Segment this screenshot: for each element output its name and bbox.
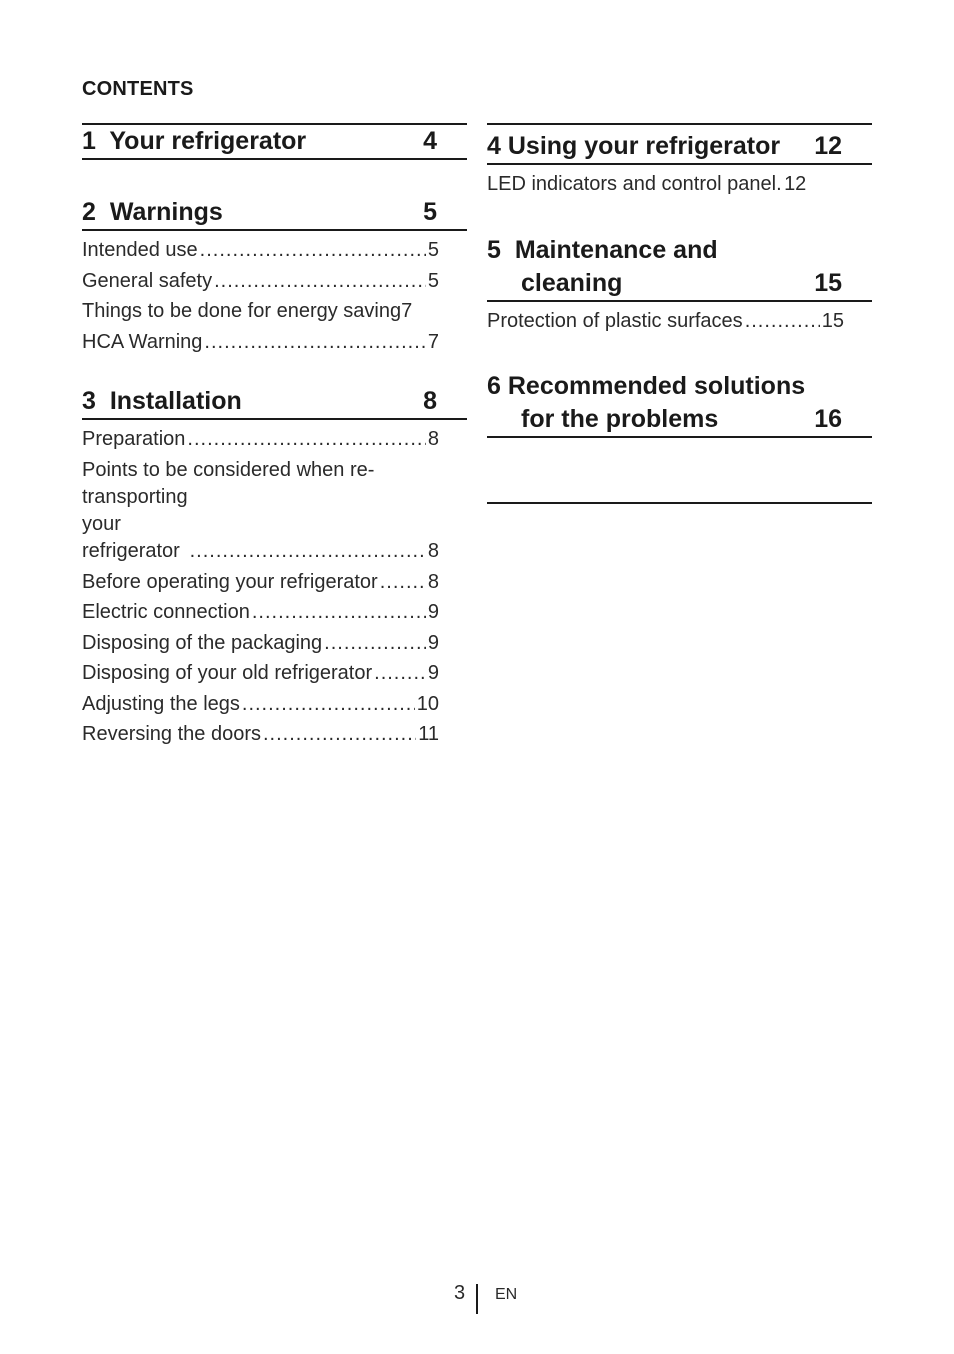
section-1-page: 4: [423, 127, 437, 155]
toc-entry-reversing-doors[interactable]: Reversing the doors ..... 11: [82, 719, 439, 750]
section-3-items: [82, 420, 467, 750]
dot-leader: [204, 327, 425, 358]
section-2-page: 5: [423, 198, 437, 226]
toc-entry-electric-connection[interactable]: Electric connection ..... 9: [82, 597, 439, 628]
dot-leader: [242, 689, 415, 720]
section-5-page: 15: [814, 268, 842, 297]
section-6-title-line2: for the problems: [521, 405, 719, 433]
dot-leader: [776, 169, 784, 200]
toc-entry-adjusting-legs[interactable]: Adjusting the legs ..... 10: [82, 689, 439, 720]
toc-entry-protection-plastic[interactable]: Protection of plastic surfaces ..... 15: [487, 306, 844, 337]
toc-entry-disposing-old-refrigerator[interactable]: Disposing of your old refrigerator ..... 9: [82, 658, 439, 689]
toc-entry-before-operating[interactable]: Before operating your refrigerator ..... 8: [82, 567, 439, 598]
dot-leader: [745, 306, 820, 337]
toc-entry-disposing-packaging[interactable]: Disposing of the packaging ..... 9: [82, 628, 439, 659]
section-2-heading[interactable]: [82, 196, 467, 231]
section-3-page: 8: [423, 387, 437, 415]
section-4-page: 12: [814, 132, 842, 160]
dot-leader: [263, 719, 416, 750]
section-5-title-line1: Maintenance and: [514, 235, 718, 264]
toc-section-1[interactable]: [82, 123, 467, 160]
toc-section-4: [487, 123, 872, 200]
contents-heading: CONTENTS: [82, 78, 194, 100]
toc-entry-energy-saving[interactable]: Things to be done for energy saving 7: [82, 300, 413, 322]
dot-leader: [252, 597, 426, 628]
dot-leader: [190, 538, 426, 565]
section-1-title: Your refrigerator: [109, 127, 307, 155]
toc-section-2: [82, 196, 467, 357]
section-5-title-line2: cleaning: [521, 268, 623, 297]
toc-entry-intended-use[interactable]: Intended use ..... 5: [82, 235, 439, 266]
section-6-title-line1: Recommended solutions: [507, 372, 806, 400]
section-5-heading[interactable]: [487, 234, 872, 302]
toc-entry-re-transporting[interactable]: Points to be considered when re- transporting your refrigerator ..... 8: [82, 455, 439, 567]
page-number: 3: [454, 1282, 466, 1304]
toc-entry-led-indicators[interactable]: LED indicators and control panel ..... 12: [487, 169, 844, 200]
footer-divider: [476, 1284, 478, 1314]
section-6-heading[interactable]: [487, 370, 872, 438]
toc-section-5: [487, 234, 872, 337]
dot-leader: [214, 266, 426, 297]
section-2-items: [82, 231, 467, 357]
section-2-title: Warnings: [109, 198, 223, 226]
section-5-items: [487, 302, 872, 337]
section-divider: [487, 502, 872, 504]
section-3-number: 3: [82, 387, 96, 415]
toc-section-6: [487, 370, 872, 438]
toc-entry-general-safety[interactable]: General safety ..... 5: [82, 266, 439, 297]
toc-section-3: [82, 385, 467, 750]
section-1-heading[interactable]: [82, 123, 467, 160]
dot-leader: [374, 658, 426, 689]
section-6-page: 16: [814, 405, 842, 433]
section-6-number: 6: [487, 372, 501, 400]
toc-entry-hca-warning[interactable]: HCA Warning ..... 7: [82, 327, 439, 358]
section-2-number: 2: [82, 198, 96, 226]
section-5-number: 5: [487, 235, 501, 264]
section-3-heading[interactable]: [82, 385, 467, 420]
section-4-title: Using your refrigerator: [507, 132, 781, 160]
section-4-number: 4: [487, 132, 501, 160]
dot-leader: [200, 235, 426, 266]
dot-leader: [380, 567, 426, 598]
language-code: EN: [495, 1286, 518, 1303]
toc-entry-preparation[interactable]: Preparation ..... 8: [82, 424, 439, 455]
section-4-heading[interactable]: [487, 123, 872, 165]
toc-right-column: [487, 123, 872, 438]
dot-leader: [187, 424, 425, 455]
section-4-items: [487, 165, 872, 200]
toc-left-column: [82, 123, 467, 750]
section-3-title: Installation: [109, 387, 242, 415]
section-1-number: 1: [82, 127, 96, 155]
dot-leader: [324, 628, 426, 659]
